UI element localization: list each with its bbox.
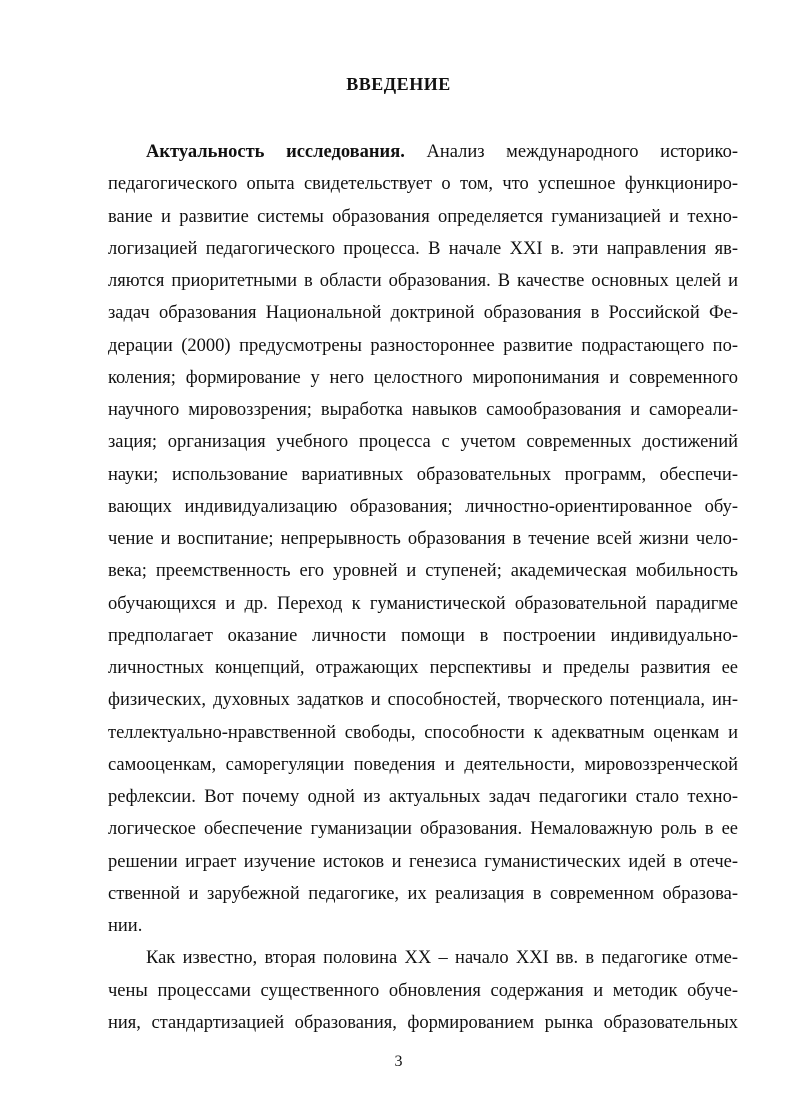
- text-line: решении играет изучение истоков и генезиса гуманистических идей в отече-: [108, 851, 738, 872]
- text-line: чение и воспитание; непрерывность образования в течение всей жизни чело-: [108, 529, 738, 549]
- text-line: коления; формирование у него целостного миропонимания и современного: [108, 367, 738, 388]
- text-line: педагогического опыта свидетельствует о том, что успешное функциониро-: [108, 174, 738, 195]
- lead-heading: Актуальность исследования.: [146, 142, 405, 162]
- text-line: физических, духовных задатков и способностей, творческого потенциала, ин-: [108, 690, 738, 711]
- text-line: вание и развитие системы образования определяется гуманизацией и техно-: [108, 206, 738, 227]
- text-line: века; преемственность его уровней и ступеней; академическая мобильность: [108, 561, 738, 582]
- text-line: вающих индивидуализацию образования; личностно-ориентированное обу-: [108, 496, 738, 517]
- text-line: теллектуально-нравственной свободы, способности к адекватным оценкам и: [108, 722, 738, 743]
- text-line: ния, стандартизацией образования, формированием рынка образовательных: [108, 1012, 738, 1033]
- text-line-content: Анализ международного историко-: [404, 142, 738, 162]
- page-number: 3: [394, 1053, 403, 1070]
- text-line: научного мировоззрения; выработка навыков самообразования и самореали-: [108, 400, 738, 420]
- text-line: ственной и зарубежной педагогике, их реализация в современном образова-: [108, 883, 738, 904]
- text-line: личностных концепций, отражающих перспективы и пределы развития ее: [108, 658, 738, 678]
- text-line: дерации (2000) предусмотрены разностороннее развитие подрастающего по-: [108, 335, 738, 356]
- text-line: рефлексии. Вот почему одной из актуальных задач педагогики стало техно-: [108, 787, 738, 807]
- page-title: ВВЕДЕНИЕ: [346, 74, 451, 94]
- body-text: [108, 136, 738, 1039]
- text-line: самооценкам, саморегуляции поведения и деятельности, мировоззренческой: [108, 754, 738, 775]
- text-line: Как известно, вторая половина XX – начало XXI вв. в педагогике отме-: [146, 948, 738, 969]
- text-line: ляются приоритетными в области образования. В качестве основных целей и: [108, 271, 738, 291]
- text-line: обучающихся и др. Переход к гуманистической образовательной парадигме: [108, 593, 738, 614]
- text-line: [108, 136, 738, 168]
- text-line: науки; использование вариативных образовательных программ, обеспечи-: [108, 464, 738, 485]
- text-line: логическое обеспечение гуманизации образования. Немаловажную роль в ее: [108, 819, 738, 840]
- text-line: предполагает оказание личности помощи в построении индивидуально-: [108, 625, 738, 646]
- text-line: чены процессами существенного обновления содержания и методик обуче-: [108, 980, 738, 1001]
- text-line: логизацией педагогического процесса. В начале XXI в. эти направления яв-: [108, 238, 738, 259]
- text-line: нии.: [108, 916, 143, 936]
- text-line: задач образования Национальной доктриной образования в Российской Фе-: [108, 303, 738, 324]
- text-line: зация; организация учебного процесса с учетом современных достижений: [108, 432, 738, 453]
